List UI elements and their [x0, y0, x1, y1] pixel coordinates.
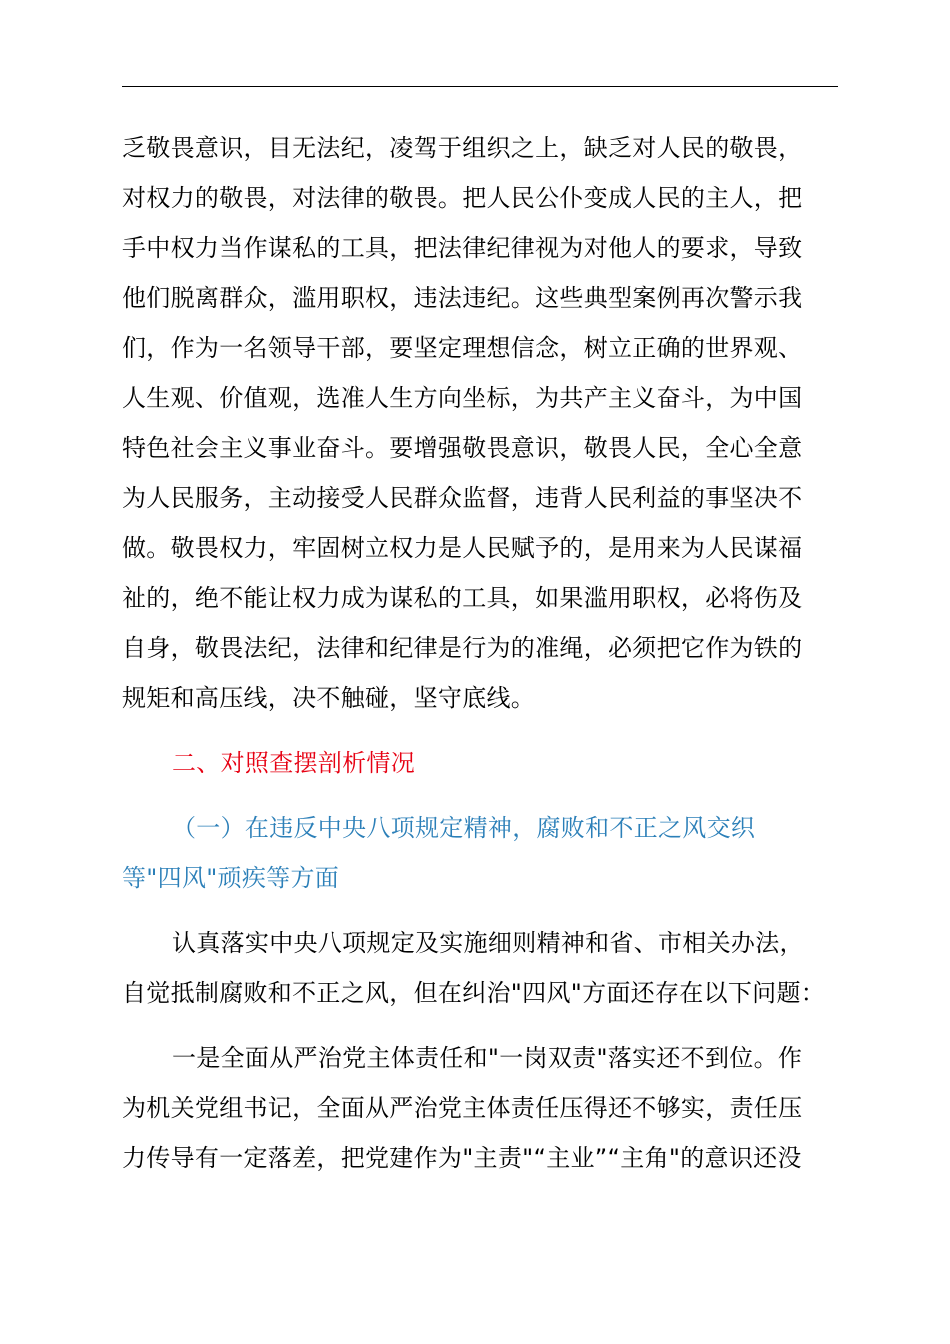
text-line: 们，作为一名领导干部，要坚定理想信念，树立正确的世界观、: [122, 334, 803, 362]
text-line: 祉的，绝不能让权力成为谋私的工具，如果滥用职权，必将伤及: [122, 584, 803, 612]
heading-line: 等"四风"顽疾等方面: [122, 864, 340, 892]
subsection-heading: [122, 803, 838, 903]
text-line: 认真落实中央八项规定及实施细则精神和省、市相关办法，: [172, 929, 804, 957]
text-line: 特色社会主义事业奋斗。要增强敬畏意识，敬畏人民，全心全意: [122, 434, 803, 462]
text-line: 为人民服务，主动接受人民群众监督，违背人民利益的事坚决不: [122, 484, 803, 512]
paragraph-2: [122, 918, 838, 1018]
header-rule: [122, 86, 838, 87]
text-line: 力传导有一定落差，把党建作为"主责"“主业”“主角"的意识还没: [122, 1144, 802, 1172]
text-line: 手中权力当作谋私的工具，把法律纪律视为对他人的要求，导致: [122, 234, 803, 262]
heading-line: （一）在违反中央八项规定精神，腐败和不正之风交织: [172, 814, 756, 842]
section-heading: 二、对照查摆剖析情况: [172, 749, 415, 777]
text-line: 人生观、价值观，选准人生方向坐标，为共产主义奋斗，为中国: [122, 384, 803, 412]
document-page: [122, 123, 838, 1183]
text-line: 对权力的敬畏，对法律的敬畏。把人民公仆变成人民的主人，把: [122, 184, 803, 212]
text-line: 为机关党组书记，全面从严治党主体责任压得还不够实，责任压: [122, 1094, 803, 1122]
text-line: 自觉抵制腐败和不正之风，但在纠治"四风"方面还存在以下问题：: [122, 979, 826, 1007]
text-line: 乏敬畏意识，目无法纪，凌驾于组织之上，缺乏对人民的敬畏，: [122, 134, 803, 162]
text-line: 规矩和高压线，决不触碰，坚守底线。: [122, 684, 536, 712]
paragraph-3: [122, 1033, 838, 1183]
text-line: 一是全面从严治党主体责任和"一岗双责"落实还不到位。作: [172, 1044, 803, 1072]
paragraph-1: [122, 123, 838, 723]
text-line: 他们脱离群众，滥用职权，违法违纪。这些典型案例再次警示我: [122, 284, 803, 312]
text-line: 做。敬畏权力，牢固树立权力是人民赋予的，是用来为人民谋福: [122, 534, 803, 562]
text-line: 自身，敬畏法纪，法律和纪律是行为的准绳，必须把它作为铁的: [122, 634, 803, 662]
